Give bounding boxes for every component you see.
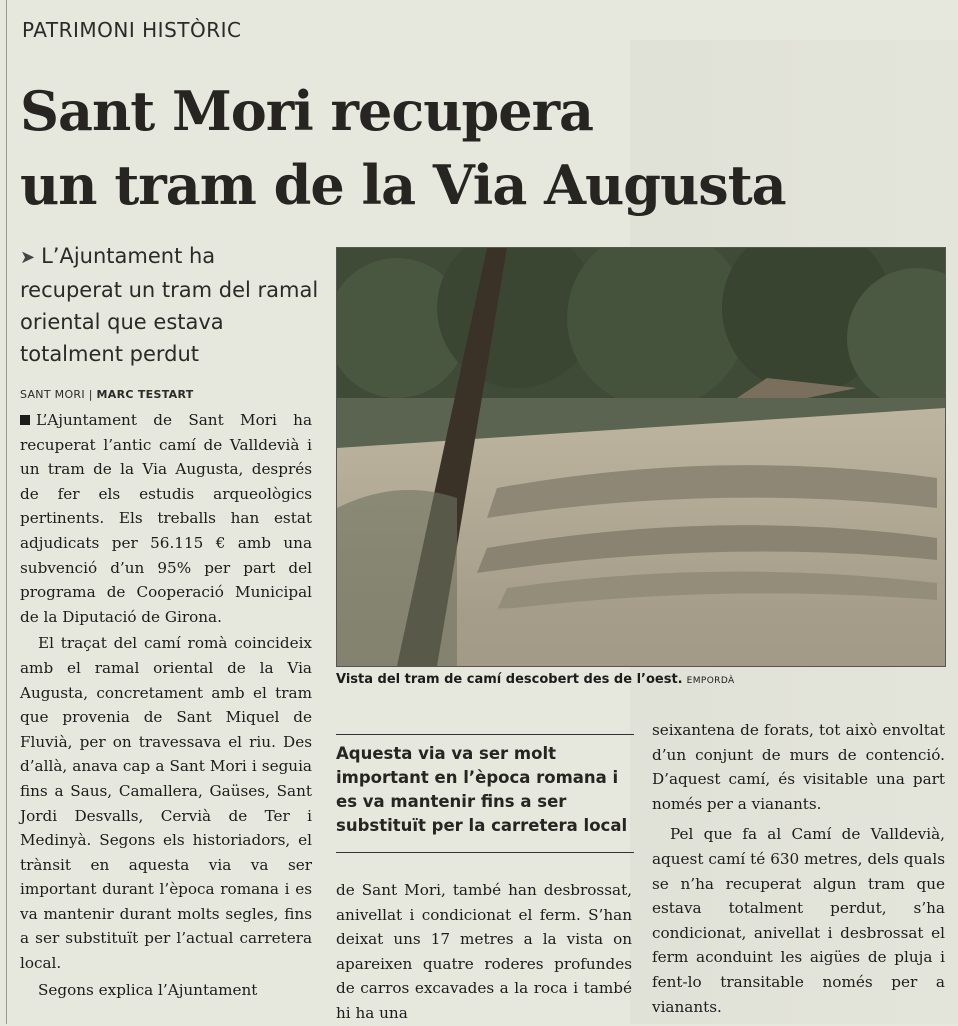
section-label: PATRIMONI HISTÒRIC bbox=[22, 18, 242, 42]
article-column-3 bbox=[652, 718, 945, 1019]
paragraph-text: L’Ajuntament de Sant Mori ha recuperat l’antic camí de Valldevià i un tram de la Via Augusta, després de fer els estudis arqueològics pertinents. Els treballs han estat adjudicats per 56.115 € amb una subvenció d’un 95% per part del programa de Cooperació Municipal de la Diputació de Girona. bbox=[20, 411, 312, 626]
article-column-2 bbox=[336, 878, 632, 1026]
byline: SANT MORI | MARC TESTART bbox=[20, 388, 194, 401]
article-photo bbox=[336, 247, 946, 667]
pull-quote: Aquesta via va ser molt important en l’època romana i es va mantenir fins a ser substituït per la carretera local bbox=[336, 744, 628, 835]
paragraph: Pel que fa al Camí de Valldevià, aquest camí té 630 metres, dels quals se n’ha recuperat algun tram que estava totalment perdut, s’ha condicionat, anivellat i desbrossat el ferm aconduint les aigües de pluja i fent-lo transitable només per a vianants. bbox=[652, 825, 945, 1016]
quote-rule-bottom bbox=[336, 852, 634, 853]
start-square-icon bbox=[20, 415, 30, 425]
headline-line-2: un tram de la Via Augusta bbox=[20, 153, 786, 217]
forest-road-photo-illustration bbox=[337, 248, 945, 666]
headline-line-1: Sant Mori recupera bbox=[20, 79, 594, 143]
left-margin-rule bbox=[6, 0, 7, 1024]
quote-rule-top bbox=[336, 734, 634, 735]
headline bbox=[20, 74, 880, 222]
paragraph bbox=[20, 408, 312, 629]
arrow-icon: ➤ bbox=[20, 247, 36, 268]
byline-author: MARC TESTART bbox=[96, 388, 194, 401]
lead-body: L’Ajuntament ha recuperat un tram del ramal oriental que estava totalment perdut bbox=[20, 244, 319, 366]
paragraph: seixantena de forats, tot això envoltat d’un conjunt de murs de contenció. D’aquest camí, és visitable una part només per a vianants. bbox=[652, 721, 945, 813]
paragraph: El traçat del camí romà coincideix amb el ramal oriental de la Via Augusta, concretament amb el tram que provenia de Sant Miquel de Fluvià, per on travessava el riu. Des d’allà, anava cap a Sant Mori i seguia fins a Saus, Camallera, Gaüses, Sant Jordi Desvalls, Cervià de Ter i Medinyà. Segons els historiadors, el trànsit en aquesta via va ser important durant l’època romana i es va mantenir durant molts segles, fins a ser substituït per l’actual carretera local. bbox=[20, 634, 312, 973]
lead-text bbox=[20, 240, 320, 370]
article-column-1 bbox=[20, 408, 312, 1002]
photo-caption bbox=[336, 672, 946, 687]
photo-credit: EMPORDÀ bbox=[686, 676, 735, 686]
caption-text: Vista del tram de camí descobert des de l’oest. bbox=[336, 672, 683, 687]
byline-place: SANT MORI bbox=[20, 388, 85, 401]
paragraph: Segons explica l’Ajuntament bbox=[38, 980, 258, 999]
paragraph: de Sant Mori, també han desbrossat, anivellat i condicionat el ferm. S’han deixat uns 17 metres a la vista on apareixen quatre roderes profundes de carros excavades a la roca i també hi ha una bbox=[336, 881, 632, 1022]
